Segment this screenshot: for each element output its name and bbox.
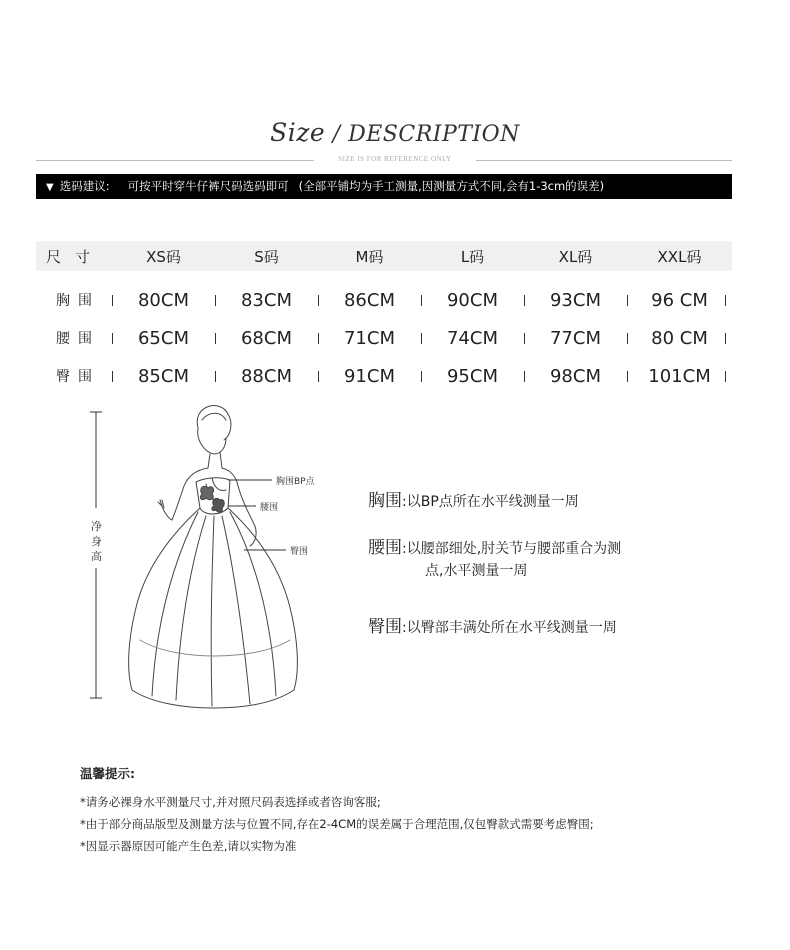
waist-label: 腰围: [260, 503, 279, 513]
table-cell: 101CM: [627, 366, 732, 387]
title-description-word: / DESCRIPTION: [325, 122, 520, 147]
height-label-1: 净: [91, 520, 102, 533]
table-cell: 93CM: [524, 290, 627, 311]
row-end-divider: [725, 371, 726, 382]
gown-sketch: [80, 400, 340, 720]
table-cell: 96 CM: [627, 290, 732, 311]
bust-explanation: [368, 490, 579, 513]
subtitle: SIZE IS FOR REFERENCE ONLY: [338, 155, 452, 163]
divider-right: [476, 160, 732, 161]
row-label: 腰围: [56, 331, 100, 347]
row-end-divider: [725, 295, 726, 306]
table-row-bust: [36, 281, 732, 319]
tip-item: *因显示器原因可能产生色差,请以实物为准: [80, 839, 297, 853]
table-cell: 98CM: [524, 366, 627, 387]
bust-bp-label: 胸围BP点: [276, 477, 315, 487]
tips-section: [80, 764, 594, 857]
height-label-3: 高: [91, 550, 102, 563]
advice-text: 可按平时穿牛仔裤尺码选码即可: [127, 179, 289, 193]
table-cell: 80 CM: [627, 328, 732, 349]
hip-description: :以臀部丰满处所在水平线测量一周: [402, 620, 617, 636]
tips-title: 温馨提示:: [80, 766, 135, 781]
table-cell: 86CM: [318, 290, 421, 311]
tip-item: *请务必裸身水平测量尺寸,并对照尺码表选择或者咨询客服;: [80, 795, 381, 809]
dress-figure: [129, 406, 298, 708]
height-label-2: 身: [91, 535, 102, 548]
table-cell: 77CM: [524, 328, 627, 349]
waist-description: :以腰部细处,肘关节与腰部重合为测: [402, 541, 622, 557]
table-row-waist: [36, 319, 732, 357]
hip-term: 臀围: [368, 617, 402, 637]
header-cell-xs: XS码: [146, 247, 181, 266]
waist-explanation: [368, 537, 621, 582]
tip-item: *由于部分商品版型及测量方法与位置不同,存在2-4CM的误差属于合理范围,仅包臀款式需要考虑臀围;: [80, 817, 594, 831]
triangle-down-icon: ▼: [46, 182, 54, 193]
header-cell-l: L码: [460, 247, 485, 266]
table-cell: 83CM: [215, 290, 318, 311]
table-cell: 88CM: [215, 366, 318, 387]
header-cell-s: S码: [254, 247, 279, 266]
advice-note: (全部平铺均为手工测量,因测量方式不同,会有1-3cm的误差): [298, 179, 605, 193]
size-advice-bar: [36, 174, 732, 199]
advice-label: 选码建议:: [59, 179, 110, 193]
divider-left: [36, 160, 314, 161]
table-cell: 71CM: [318, 328, 421, 349]
bust-description: :以BP点所在水平线测量一周: [402, 494, 579, 510]
header-cell-m: M码: [355, 247, 384, 266]
waist-term: 腰围: [368, 538, 402, 558]
table-cell: 95CM: [421, 366, 524, 387]
header-cell-xxl: XXL码: [657, 247, 702, 266]
size-table-header: [36, 241, 732, 271]
table-cell: 91CM: [318, 366, 421, 387]
header-cell-xl: XL码: [558, 247, 593, 266]
table-row-hip: [36, 357, 732, 395]
header-cell-size: 尺寸: [46, 247, 105, 266]
title-size-word: Size: [270, 118, 326, 147]
hip-explanation: [368, 616, 617, 639]
row-label: 臀围: [56, 369, 100, 385]
table-cell: 68CM: [215, 328, 318, 349]
bust-term: 胸围: [368, 491, 402, 511]
page-title: [0, 118, 790, 147]
table-cell: 85CM: [112, 366, 215, 387]
table-cell: 74CM: [421, 328, 524, 349]
table-cell: 90CM: [421, 290, 524, 311]
table-cell: 65CM: [112, 328, 215, 349]
row-end-divider: [725, 333, 726, 344]
row-label: 胸围: [56, 293, 100, 309]
table-cell: 80CM: [112, 290, 215, 311]
hip-label: 臀围: [290, 547, 309, 557]
waist-description-cont: 点,水平测量一周: [425, 563, 528, 579]
size-table: [36, 241, 732, 395]
